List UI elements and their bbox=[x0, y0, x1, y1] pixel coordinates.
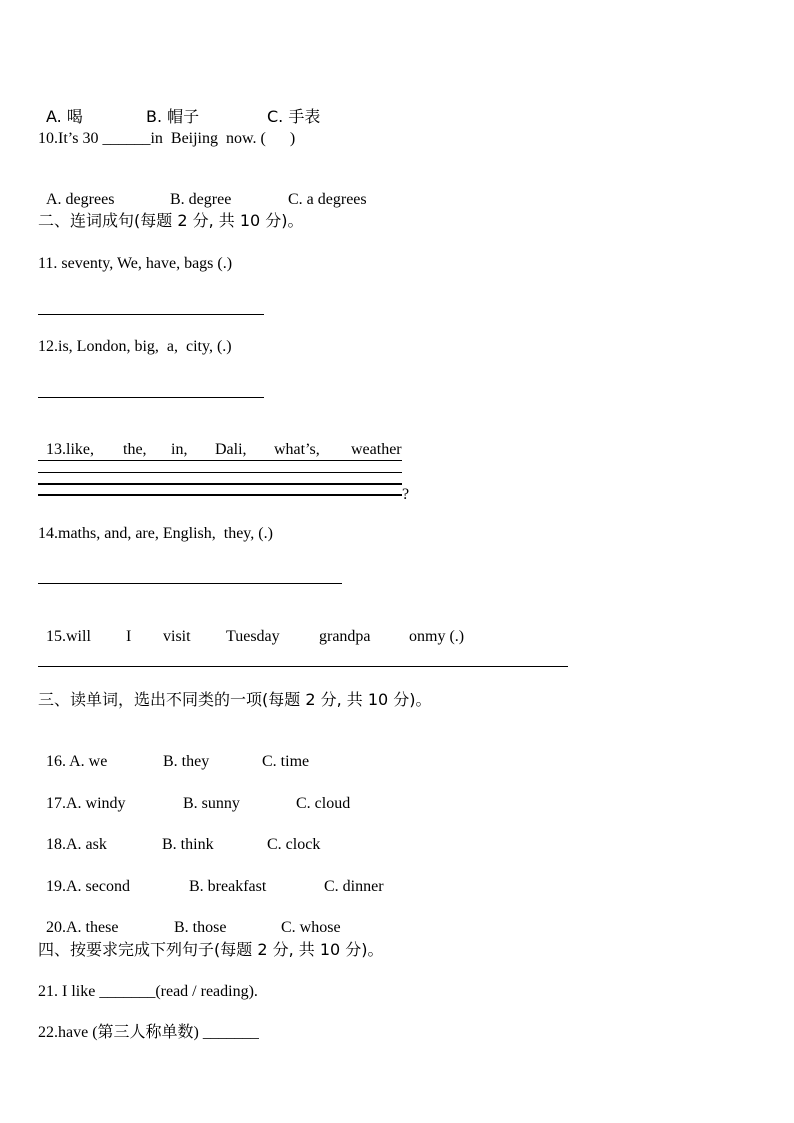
section2-heading: 二、连词成句(每题 2 分, 共 10 分)。 bbox=[38, 211, 304, 230]
q17-row bbox=[38, 774, 350, 814]
q18-option-a: 18.A. ask bbox=[46, 836, 107, 853]
q17-option-a: 17.A. windy bbox=[46, 795, 126, 812]
q14-answer-line[interactable] bbox=[38, 583, 342, 584]
q20-option-a: 20.A. these bbox=[46, 919, 119, 936]
q10-options bbox=[38, 170, 367, 210]
q16-option-b: B. they bbox=[163, 753, 210, 770]
q20-option-b: B. those bbox=[174, 919, 227, 936]
q15-word: onmy (.) bbox=[409, 628, 465, 645]
q14-text: 14.maths, and, are, English, they, (.) bbox=[38, 525, 273, 542]
q15-word: grandpa bbox=[319, 628, 371, 645]
q17-option-b: B. sunny bbox=[183, 795, 240, 812]
q17-option-c: C. cloud bbox=[296, 795, 351, 812]
q15-word: I bbox=[126, 628, 132, 645]
q12-text: 12.is, London, big, a, city, (.) bbox=[38, 338, 232, 355]
q13-word: weather bbox=[351, 441, 402, 458]
q10-stem: 10.It’s 30 ______in Beijing now. ( ) bbox=[38, 130, 296, 147]
q15-word: Tuesday bbox=[226, 628, 280, 645]
q18-option-b: B. think bbox=[162, 836, 214, 853]
q9-option-b: B. 帽子 bbox=[146, 107, 200, 126]
q22-text: 22.have (第三人称单数) _______ bbox=[38, 1024, 259, 1041]
q15-word: visit bbox=[163, 628, 191, 645]
q13-answer-line-4[interactable] bbox=[38, 494, 402, 496]
q13-answer-line-3[interactable] bbox=[38, 483, 402, 485]
q15-word: 15.will bbox=[46, 628, 91, 645]
q13-answer-line-2[interactable] bbox=[38, 472, 402, 473]
q15-answer-line[interactable] bbox=[38, 666, 568, 667]
q11-text: 11. seventy, We, have, bags (.) bbox=[38, 255, 233, 272]
q13-answer-line-1[interactable] bbox=[38, 460, 402, 461]
q9-options bbox=[38, 87, 320, 128]
q10-option-b: B. degree bbox=[170, 191, 232, 208]
q19-option-c: C. dinner bbox=[324, 878, 384, 895]
section3-heading: 三、读单词，选出不同类的一项(每题 2 分, 共 10 分)。 bbox=[38, 690, 432, 709]
q13-word: in, bbox=[171, 441, 188, 458]
q15-text bbox=[38, 607, 464, 647]
q13-question-mark: ? bbox=[402, 486, 410, 503]
q16-option-a: 16. A. we bbox=[46, 753, 108, 770]
q10-option-c: C. a degrees bbox=[288, 191, 367, 208]
q13-text bbox=[38, 420, 402, 460]
q19-option-a: 19.A. second bbox=[46, 878, 130, 895]
q16-option-c: C. time bbox=[262, 753, 310, 770]
q19-option-b: B. breakfast bbox=[189, 878, 267, 895]
q16-row bbox=[38, 732, 309, 772]
q9-option-a: A. 喝 bbox=[46, 107, 83, 126]
q20-option-c: C. whose bbox=[281, 919, 341, 936]
q10-option-a: A. degrees bbox=[46, 191, 115, 208]
section4-heading: 四、按要求完成下列句子(每题 2 分, 共 10 分)。 bbox=[38, 940, 384, 959]
q13-word: what’s, bbox=[274, 441, 320, 458]
q9-option-c: C. 手表 bbox=[267, 107, 321, 126]
q13-word: Dali, bbox=[215, 441, 247, 458]
q20-row bbox=[38, 898, 341, 938]
q13-word: 13.like, bbox=[46, 441, 94, 458]
q11-answer-line[interactable] bbox=[38, 314, 264, 315]
q18-row bbox=[38, 815, 320, 855]
q19-row bbox=[38, 857, 384, 897]
q21-text: 21. I like _______(read / reading). bbox=[38, 983, 258, 1000]
q12-answer-line[interactable] bbox=[38, 397, 264, 398]
q18-option-c: C. clock bbox=[267, 836, 321, 853]
q13-word: the, bbox=[123, 441, 147, 458]
